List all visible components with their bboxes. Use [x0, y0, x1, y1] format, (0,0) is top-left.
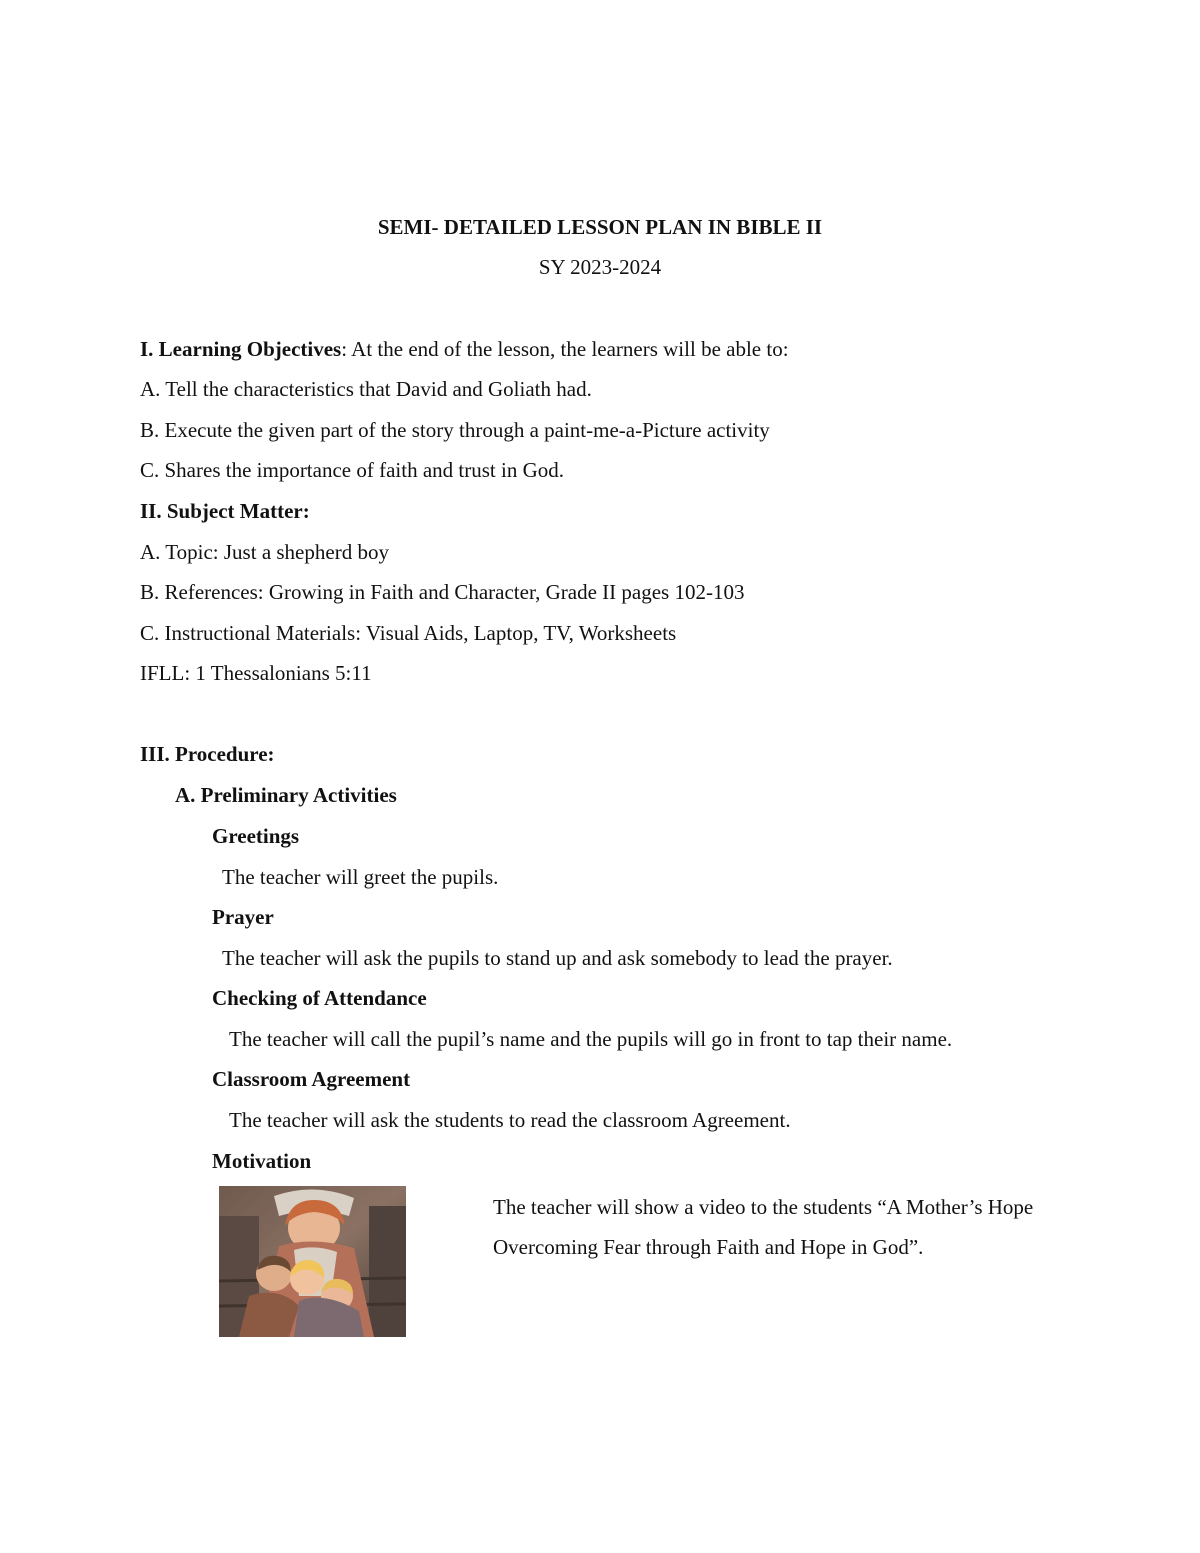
objective-item: B. Execute the given part of the story through a paint-me-a-Picture activity: [140, 418, 770, 442]
prayer-text: The teacher will ask the pupils to stand up and ask somebody to lead the prayer.: [222, 946, 893, 970]
subject-matter-heading: II. Subject Matter:: [140, 499, 310, 523]
document-title: SEMI- DETAILED LESSON PLAN IN BIBLE II: [377, 215, 823, 239]
objectives-intro: : At the end of the lesson, the learners will be able to:: [341, 337, 789, 361]
greetings-text: The teacher will greet the pupils.: [222, 865, 499, 889]
prayer-label: Prayer: [212, 905, 274, 929]
subject-matter-item: IFLL: 1 Thessalonians 5:11: [140, 661, 372, 685]
greetings-label: Greetings: [212, 824, 300, 848]
objective-item: A. Tell the characteristics that David and Goliath had.: [140, 377, 592, 401]
attendance-text: The teacher will call the pupil’s name and the pupils will go in front to tap their name.: [229, 1027, 953, 1051]
motivation-video-thumbnail: [219, 1186, 406, 1337]
preliminary-activities-heading: A. Preliminary Activities: [175, 783, 397, 807]
agreement-text: The teacher will ask the students to read the classroom Agreement.: [229, 1108, 791, 1132]
agreement-label: Classroom Agreement: [212, 1067, 411, 1091]
procedure-heading: III. Procedure:: [140, 742, 275, 766]
attendance-label: Checking of Attendance: [212, 986, 427, 1010]
subject-matter-item: A. Topic: Just a shepherd boy: [140, 540, 389, 564]
subject-matter-item: C. Instructional Materials: Visual Aids, Laptop, TV, Worksheets: [140, 621, 677, 645]
objectives-line: [140, 337, 789, 361]
motivation-label: Motivation: [212, 1149, 312, 1173]
objective-item: C. Shares the importance of faith and trust in God.: [140, 458, 564, 482]
motivation-text: The teacher will show a video to the students “A Mother’s Hope Overcoming Fear through Faith and Hope in God”.: [493, 1195, 1034, 1259]
subject-matter-item: B. References: Growing in Faith and Character, Grade II pages 102-103: [140, 580, 745, 604]
school-year: SY 2023-2024: [538, 255, 662, 279]
objectives-heading: I. Learning Objectives: [140, 337, 342, 361]
